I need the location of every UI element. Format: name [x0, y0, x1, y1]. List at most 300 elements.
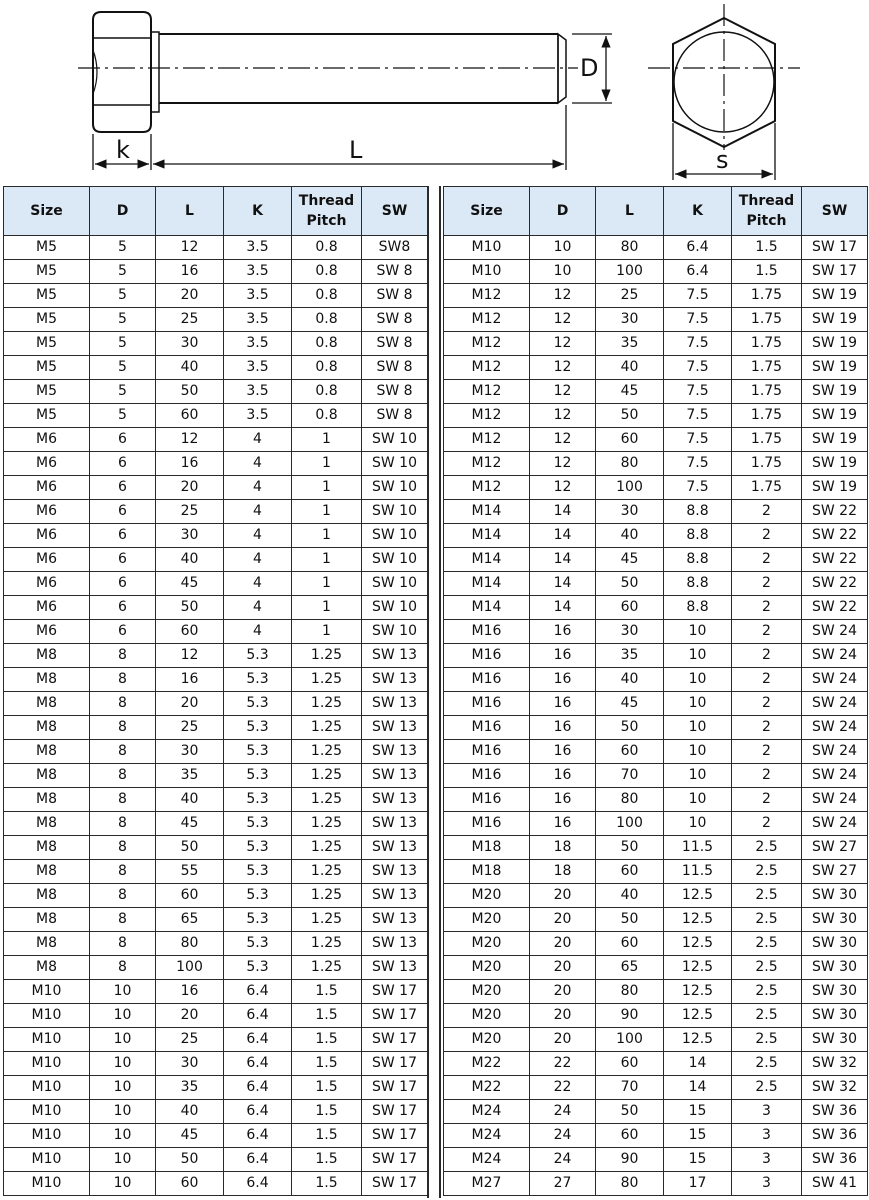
- cell-d: 16: [530, 644, 596, 668]
- cell-k: 6.4: [224, 1148, 292, 1172]
- cell-l: 30: [596, 500, 664, 524]
- cell-size: M10: [444, 236, 530, 260]
- cell-size: M20: [444, 956, 530, 980]
- cell-k: 8.8: [664, 524, 732, 548]
- cell-sw: SW 36: [802, 1148, 868, 1172]
- cell-sw: SW 17: [362, 1028, 428, 1052]
- cell-sw: SW 10: [362, 620, 428, 644]
- label-s: s: [716, 146, 729, 174]
- cell-size: M12: [444, 428, 530, 452]
- cell-k: 5.3: [224, 668, 292, 692]
- cell-sw: SW 41: [802, 1172, 868, 1196]
- table-row: [444, 380, 868, 404]
- cell-l: 100: [156, 956, 224, 980]
- table-row: [4, 908, 428, 932]
- cell-l: 80: [156, 932, 224, 956]
- cell-d: 12: [530, 356, 596, 380]
- cell-d: 8: [90, 956, 156, 980]
- cell-thread-pitch: 2: [732, 548, 802, 572]
- cell-sw: SW 36: [802, 1124, 868, 1148]
- table-row: [444, 860, 868, 884]
- cell-sw: SW 8: [362, 404, 428, 428]
- cell-sw: SW 13: [362, 668, 428, 692]
- cell-d: 8: [90, 836, 156, 860]
- cell-k: 5.3: [224, 716, 292, 740]
- cell-size: M22: [444, 1076, 530, 1100]
- cell-size: M5: [4, 260, 90, 284]
- cell-thread-pitch: 2.5: [732, 932, 802, 956]
- cell-sw: SW 30: [802, 932, 868, 956]
- cell-sw: SW 10: [362, 548, 428, 572]
- cell-size: M6: [4, 452, 90, 476]
- header-size: Size: [444, 187, 530, 236]
- cell-k: 5.3: [224, 908, 292, 932]
- table-row: [444, 716, 868, 740]
- cell-d: 24: [530, 1148, 596, 1172]
- cell-d: 27: [530, 1172, 596, 1196]
- cell-thread-pitch: 1.5: [292, 1124, 362, 1148]
- cell-sw: SW 10: [362, 428, 428, 452]
- cell-k: 7.5: [664, 356, 732, 380]
- table-row: [4, 812, 428, 836]
- cell-size: M18: [444, 860, 530, 884]
- table-row: [444, 956, 868, 980]
- cell-l: 16: [156, 668, 224, 692]
- cell-size: M12: [444, 476, 530, 500]
- cell-thread-pitch: 3: [732, 1124, 802, 1148]
- cell-d: 16: [530, 788, 596, 812]
- cell-size: M10: [4, 1076, 90, 1100]
- cell-l: 35: [596, 332, 664, 356]
- cell-l: 50: [596, 1100, 664, 1124]
- cell-thread-pitch: 1.25: [292, 788, 362, 812]
- cell-sw: SW 30: [802, 908, 868, 932]
- cell-l: 50: [596, 836, 664, 860]
- table-row: [4, 452, 428, 476]
- cell-size: M20: [444, 932, 530, 956]
- cell-k: 6.4: [664, 260, 732, 284]
- table-row: [444, 620, 868, 644]
- cell-l: 45: [156, 572, 224, 596]
- table-row: [4, 356, 428, 380]
- cell-k: 7.5: [664, 284, 732, 308]
- spec-table-right: [443, 186, 868, 1196]
- cell-size: M8: [4, 860, 90, 884]
- table-row: [444, 1100, 868, 1124]
- cell-d: 8: [90, 812, 156, 836]
- cell-l: 50: [156, 380, 224, 404]
- table-row: [4, 740, 428, 764]
- header-row: [444, 187, 868, 236]
- cell-size: M8: [4, 764, 90, 788]
- cell-k: 3.5: [224, 260, 292, 284]
- cell-l: 40: [156, 788, 224, 812]
- cell-l: 30: [596, 308, 664, 332]
- cell-k: 7.5: [664, 476, 732, 500]
- cell-l: 20: [156, 284, 224, 308]
- cell-k: 4: [224, 596, 292, 620]
- rows-right: [444, 236, 868, 1196]
- cell-size: M12: [444, 308, 530, 332]
- cell-thread-pitch: 1.75: [732, 476, 802, 500]
- cell-size: M6: [4, 476, 90, 500]
- cell-k: 17: [664, 1172, 732, 1196]
- cell-k: 12.5: [664, 956, 732, 980]
- header-d: D: [530, 187, 596, 236]
- cell-size: M12: [444, 356, 530, 380]
- cell-thread-pitch: 2: [732, 668, 802, 692]
- cell-sw: SW 13: [362, 908, 428, 932]
- table-row: [4, 236, 428, 260]
- cell-k: 8.8: [664, 596, 732, 620]
- cell-sw: SW 19: [802, 452, 868, 476]
- cell-l: 12: [156, 236, 224, 260]
- cell-k: 4: [224, 476, 292, 500]
- cell-k: 5.3: [224, 644, 292, 668]
- table-row: [444, 644, 868, 668]
- cell-size: M8: [4, 956, 90, 980]
- cell-l: 16: [156, 260, 224, 284]
- table-row: [444, 1172, 868, 1196]
- cell-d: 8: [90, 668, 156, 692]
- cell-size: M20: [444, 980, 530, 1004]
- cell-size: M16: [444, 620, 530, 644]
- cell-d: 8: [90, 644, 156, 668]
- table-row: [4, 716, 428, 740]
- cell-thread-pitch: 1.5: [292, 1148, 362, 1172]
- cell-d: 6: [90, 452, 156, 476]
- cell-sw: SW 19: [802, 476, 868, 500]
- cell-l: 80: [596, 236, 664, 260]
- cell-thread-pitch: 2: [732, 500, 802, 524]
- cell-thread-pitch: 1: [292, 524, 362, 548]
- label-k: k: [116, 136, 130, 164]
- cell-d: 14: [530, 596, 596, 620]
- cell-k: 3.5: [224, 380, 292, 404]
- cell-d: 20: [530, 980, 596, 1004]
- table-row: [4, 764, 428, 788]
- cell-l: 35: [596, 644, 664, 668]
- table-row: [444, 476, 868, 500]
- cell-k: 6.4: [224, 1124, 292, 1148]
- header-k: K: [664, 187, 732, 236]
- cell-sw: SW 10: [362, 524, 428, 548]
- cell-thread-pitch: 1.25: [292, 932, 362, 956]
- cell-thread-pitch: 0.8: [292, 284, 362, 308]
- cell-sw: SW 24: [802, 668, 868, 692]
- cell-d: 10: [90, 1100, 156, 1124]
- table-row: [444, 788, 868, 812]
- cell-sw: SW 19: [802, 356, 868, 380]
- table-row: [444, 980, 868, 1004]
- cell-sw: SW 8: [362, 332, 428, 356]
- cell-size: M8: [4, 644, 90, 668]
- cell-l: 50: [596, 404, 664, 428]
- cell-l: 70: [596, 764, 664, 788]
- cell-sw: SW 13: [362, 812, 428, 836]
- cell-thread-pitch: 1.25: [292, 740, 362, 764]
- cell-thread-pitch: 0.8: [292, 356, 362, 380]
- cell-size: M20: [444, 884, 530, 908]
- cell-d: 14: [530, 572, 596, 596]
- cell-l: 50: [156, 1148, 224, 1172]
- header-sw: SW: [802, 187, 868, 236]
- cell-size: M16: [444, 644, 530, 668]
- cell-sw: SW 24: [802, 716, 868, 740]
- cell-d: 12: [530, 404, 596, 428]
- cell-size: M16: [444, 716, 530, 740]
- cell-sw: SW8: [362, 236, 428, 260]
- cell-d: 10: [90, 1028, 156, 1052]
- table-row: [444, 500, 868, 524]
- table-row: [444, 260, 868, 284]
- table-row: [444, 596, 868, 620]
- cell-d: 14: [530, 548, 596, 572]
- cell-thread-pitch: 2.5: [732, 980, 802, 1004]
- cell-thread-pitch: 1.75: [732, 332, 802, 356]
- cell-thread-pitch: 1.5: [732, 236, 802, 260]
- cell-k: 3.5: [224, 284, 292, 308]
- cell-sw: SW 30: [802, 1028, 868, 1052]
- cell-size: M8: [4, 836, 90, 860]
- cell-l: 45: [156, 812, 224, 836]
- cell-thread-pitch: 2: [732, 788, 802, 812]
- cell-k: 14: [664, 1052, 732, 1076]
- cell-sw: SW 17: [362, 1004, 428, 1028]
- cell-size: M10: [4, 1052, 90, 1076]
- cell-sw: SW 30: [802, 956, 868, 980]
- table-row: [4, 500, 428, 524]
- cell-sw: SW 17: [362, 1076, 428, 1100]
- cell-l: 60: [596, 1124, 664, 1148]
- cell-k: 4: [224, 572, 292, 596]
- cell-k: 3.5: [224, 308, 292, 332]
- cell-d: 10: [90, 1076, 156, 1100]
- cell-thread-pitch: 1.25: [292, 668, 362, 692]
- cell-k: 6.4: [224, 1100, 292, 1124]
- cell-thread-pitch: 1: [292, 476, 362, 500]
- cell-size: M8: [4, 716, 90, 740]
- table-row: [4, 1124, 428, 1148]
- cell-d: 5: [90, 356, 156, 380]
- cell-thread-pitch: 1.25: [292, 716, 362, 740]
- cell-d: 6: [90, 572, 156, 596]
- cell-d: 22: [530, 1076, 596, 1100]
- cell-d: 14: [530, 524, 596, 548]
- cell-d: 5: [90, 404, 156, 428]
- cell-thread-pitch: 2: [732, 620, 802, 644]
- cell-sw: SW 10: [362, 476, 428, 500]
- cell-d: 5: [90, 236, 156, 260]
- cell-size: M27: [444, 1172, 530, 1196]
- header-size: Size: [4, 187, 90, 236]
- cell-size: M6: [4, 428, 90, 452]
- table-row: [4, 692, 428, 716]
- cell-thread-pitch: 1.75: [732, 380, 802, 404]
- cell-size: M24: [444, 1148, 530, 1172]
- cell-k: 7.5: [664, 308, 732, 332]
- cell-l: 100: [596, 476, 664, 500]
- cell-l: 25: [156, 308, 224, 332]
- table-row: [4, 884, 428, 908]
- cell-sw: SW 17: [362, 1148, 428, 1172]
- cell-size: M16: [444, 668, 530, 692]
- table-row: [444, 428, 868, 452]
- cell-sw: SW 17: [362, 1124, 428, 1148]
- label-L: L: [349, 136, 363, 164]
- cell-thread-pitch: 1.75: [732, 428, 802, 452]
- cell-k: 3.5: [224, 404, 292, 428]
- cell-thread-pitch: 2: [732, 740, 802, 764]
- cell-thread-pitch: 1.25: [292, 956, 362, 980]
- cell-sw: SW 24: [802, 812, 868, 836]
- cell-thread-pitch: 2.5: [732, 1076, 802, 1100]
- cell-l: 20: [156, 1004, 224, 1028]
- cell-d: 16: [530, 812, 596, 836]
- table-row: [444, 764, 868, 788]
- cell-l: 100: [596, 1028, 664, 1052]
- cell-k: 11.5: [664, 836, 732, 860]
- cell-thread-pitch: 2.5: [732, 908, 802, 932]
- cell-size: M6: [4, 548, 90, 572]
- cell-sw: SW 10: [362, 572, 428, 596]
- cell-size: M10: [4, 1124, 90, 1148]
- cell-thread-pitch: 1.5: [292, 1172, 362, 1196]
- cell-l: 30: [156, 1052, 224, 1076]
- cell-sw: SW 24: [802, 764, 868, 788]
- cell-sw: SW 32: [802, 1076, 868, 1100]
- header-k: K: [224, 187, 292, 236]
- cell-d: 16: [530, 740, 596, 764]
- cell-size: M10: [4, 1100, 90, 1124]
- cell-k: 4: [224, 500, 292, 524]
- cell-k: 10: [664, 764, 732, 788]
- cell-sw: SW 8: [362, 308, 428, 332]
- cell-sw: SW 17: [362, 1052, 428, 1076]
- cell-k: 15: [664, 1100, 732, 1124]
- cell-thread-pitch: 3: [732, 1148, 802, 1172]
- cell-sw: SW 19: [802, 428, 868, 452]
- cell-l: 40: [156, 356, 224, 380]
- cell-l: 50: [596, 908, 664, 932]
- cell-k: 12.5: [664, 980, 732, 1004]
- cell-thread-pitch: 1.75: [732, 284, 802, 308]
- cell-sw: SW 24: [802, 788, 868, 812]
- table-row: [4, 596, 428, 620]
- table-row: [4, 836, 428, 860]
- cell-l: 25: [156, 716, 224, 740]
- cell-l: 25: [156, 1028, 224, 1052]
- cell-thread-pitch: 1.25: [292, 764, 362, 788]
- cell-d: 14: [530, 500, 596, 524]
- cell-sw: SW 13: [362, 716, 428, 740]
- cell-size: M5: [4, 380, 90, 404]
- cell-size: M10: [4, 980, 90, 1004]
- cell-size: M14: [444, 548, 530, 572]
- table-row: [444, 1124, 868, 1148]
- table-row: [4, 380, 428, 404]
- cell-size: M5: [4, 404, 90, 428]
- table-row: [4, 1100, 428, 1124]
- header-thread-pitch: Thread Pitch: [732, 187, 802, 236]
- cell-d: 20: [530, 1004, 596, 1028]
- cell-size: M6: [4, 620, 90, 644]
- cell-d: 18: [530, 836, 596, 860]
- label-D: D: [580, 54, 599, 82]
- cell-thread-pitch: 2.5: [732, 860, 802, 884]
- cell-d: 16: [530, 692, 596, 716]
- cell-k: 4: [224, 452, 292, 476]
- cell-k: 7.5: [664, 404, 732, 428]
- cell-k: 5.3: [224, 812, 292, 836]
- cell-sw: SW 13: [362, 740, 428, 764]
- cell-d: 18: [530, 860, 596, 884]
- cell-k: 4: [224, 428, 292, 452]
- cell-l: 60: [596, 596, 664, 620]
- cell-d: 6: [90, 620, 156, 644]
- cell-sw: SW 22: [802, 524, 868, 548]
- cell-sw: SW 10: [362, 500, 428, 524]
- cell-thread-pitch: 0.8: [292, 308, 362, 332]
- table-row: [4, 668, 428, 692]
- cell-k: 5.3: [224, 884, 292, 908]
- cell-sw: SW 10: [362, 596, 428, 620]
- table-row: [4, 956, 428, 980]
- cell-thread-pitch: 2.5: [732, 1028, 802, 1052]
- cell-k: 3.5: [224, 332, 292, 356]
- header-row: [4, 187, 428, 236]
- cell-thread-pitch: 1: [292, 428, 362, 452]
- cell-d: 6: [90, 476, 156, 500]
- cell-k: 6.4: [224, 1172, 292, 1196]
- cell-k: 10: [664, 668, 732, 692]
- cell-d: 20: [530, 884, 596, 908]
- cell-sw: SW 13: [362, 644, 428, 668]
- cell-sw: SW 19: [802, 284, 868, 308]
- cell-d: 10: [90, 1148, 156, 1172]
- table-row: [444, 236, 868, 260]
- cell-l: 20: [156, 476, 224, 500]
- cell-k: 10: [664, 620, 732, 644]
- cell-thread-pitch: 1.25: [292, 908, 362, 932]
- cell-thread-pitch: 1.75: [732, 404, 802, 428]
- cell-sw: SW 19: [802, 380, 868, 404]
- cell-size: M20: [444, 908, 530, 932]
- cell-size: M10: [4, 1148, 90, 1172]
- table-row: [444, 812, 868, 836]
- bolt-side-view: [93, 12, 566, 132]
- cell-size: M10: [4, 1004, 90, 1028]
- cell-d: 12: [530, 476, 596, 500]
- cell-thread-pitch: 1.5: [732, 260, 802, 284]
- cell-l: 45: [596, 692, 664, 716]
- rows-left: [4, 236, 428, 1196]
- cell-l: 35: [156, 764, 224, 788]
- cell-k: 8.8: [664, 548, 732, 572]
- cell-d: 8: [90, 932, 156, 956]
- cell-k: 12.5: [664, 932, 732, 956]
- cell-sw: SW 13: [362, 692, 428, 716]
- table-row: [444, 1028, 868, 1052]
- cell-l: 80: [596, 1172, 664, 1196]
- cell-k: 10: [664, 716, 732, 740]
- cell-d: 10: [90, 980, 156, 1004]
- cell-d: 12: [530, 284, 596, 308]
- cell-thread-pitch: 2.5: [732, 1052, 802, 1076]
- cell-sw: SW 24: [802, 620, 868, 644]
- cell-sw: SW 13: [362, 932, 428, 956]
- table-row: [4, 284, 428, 308]
